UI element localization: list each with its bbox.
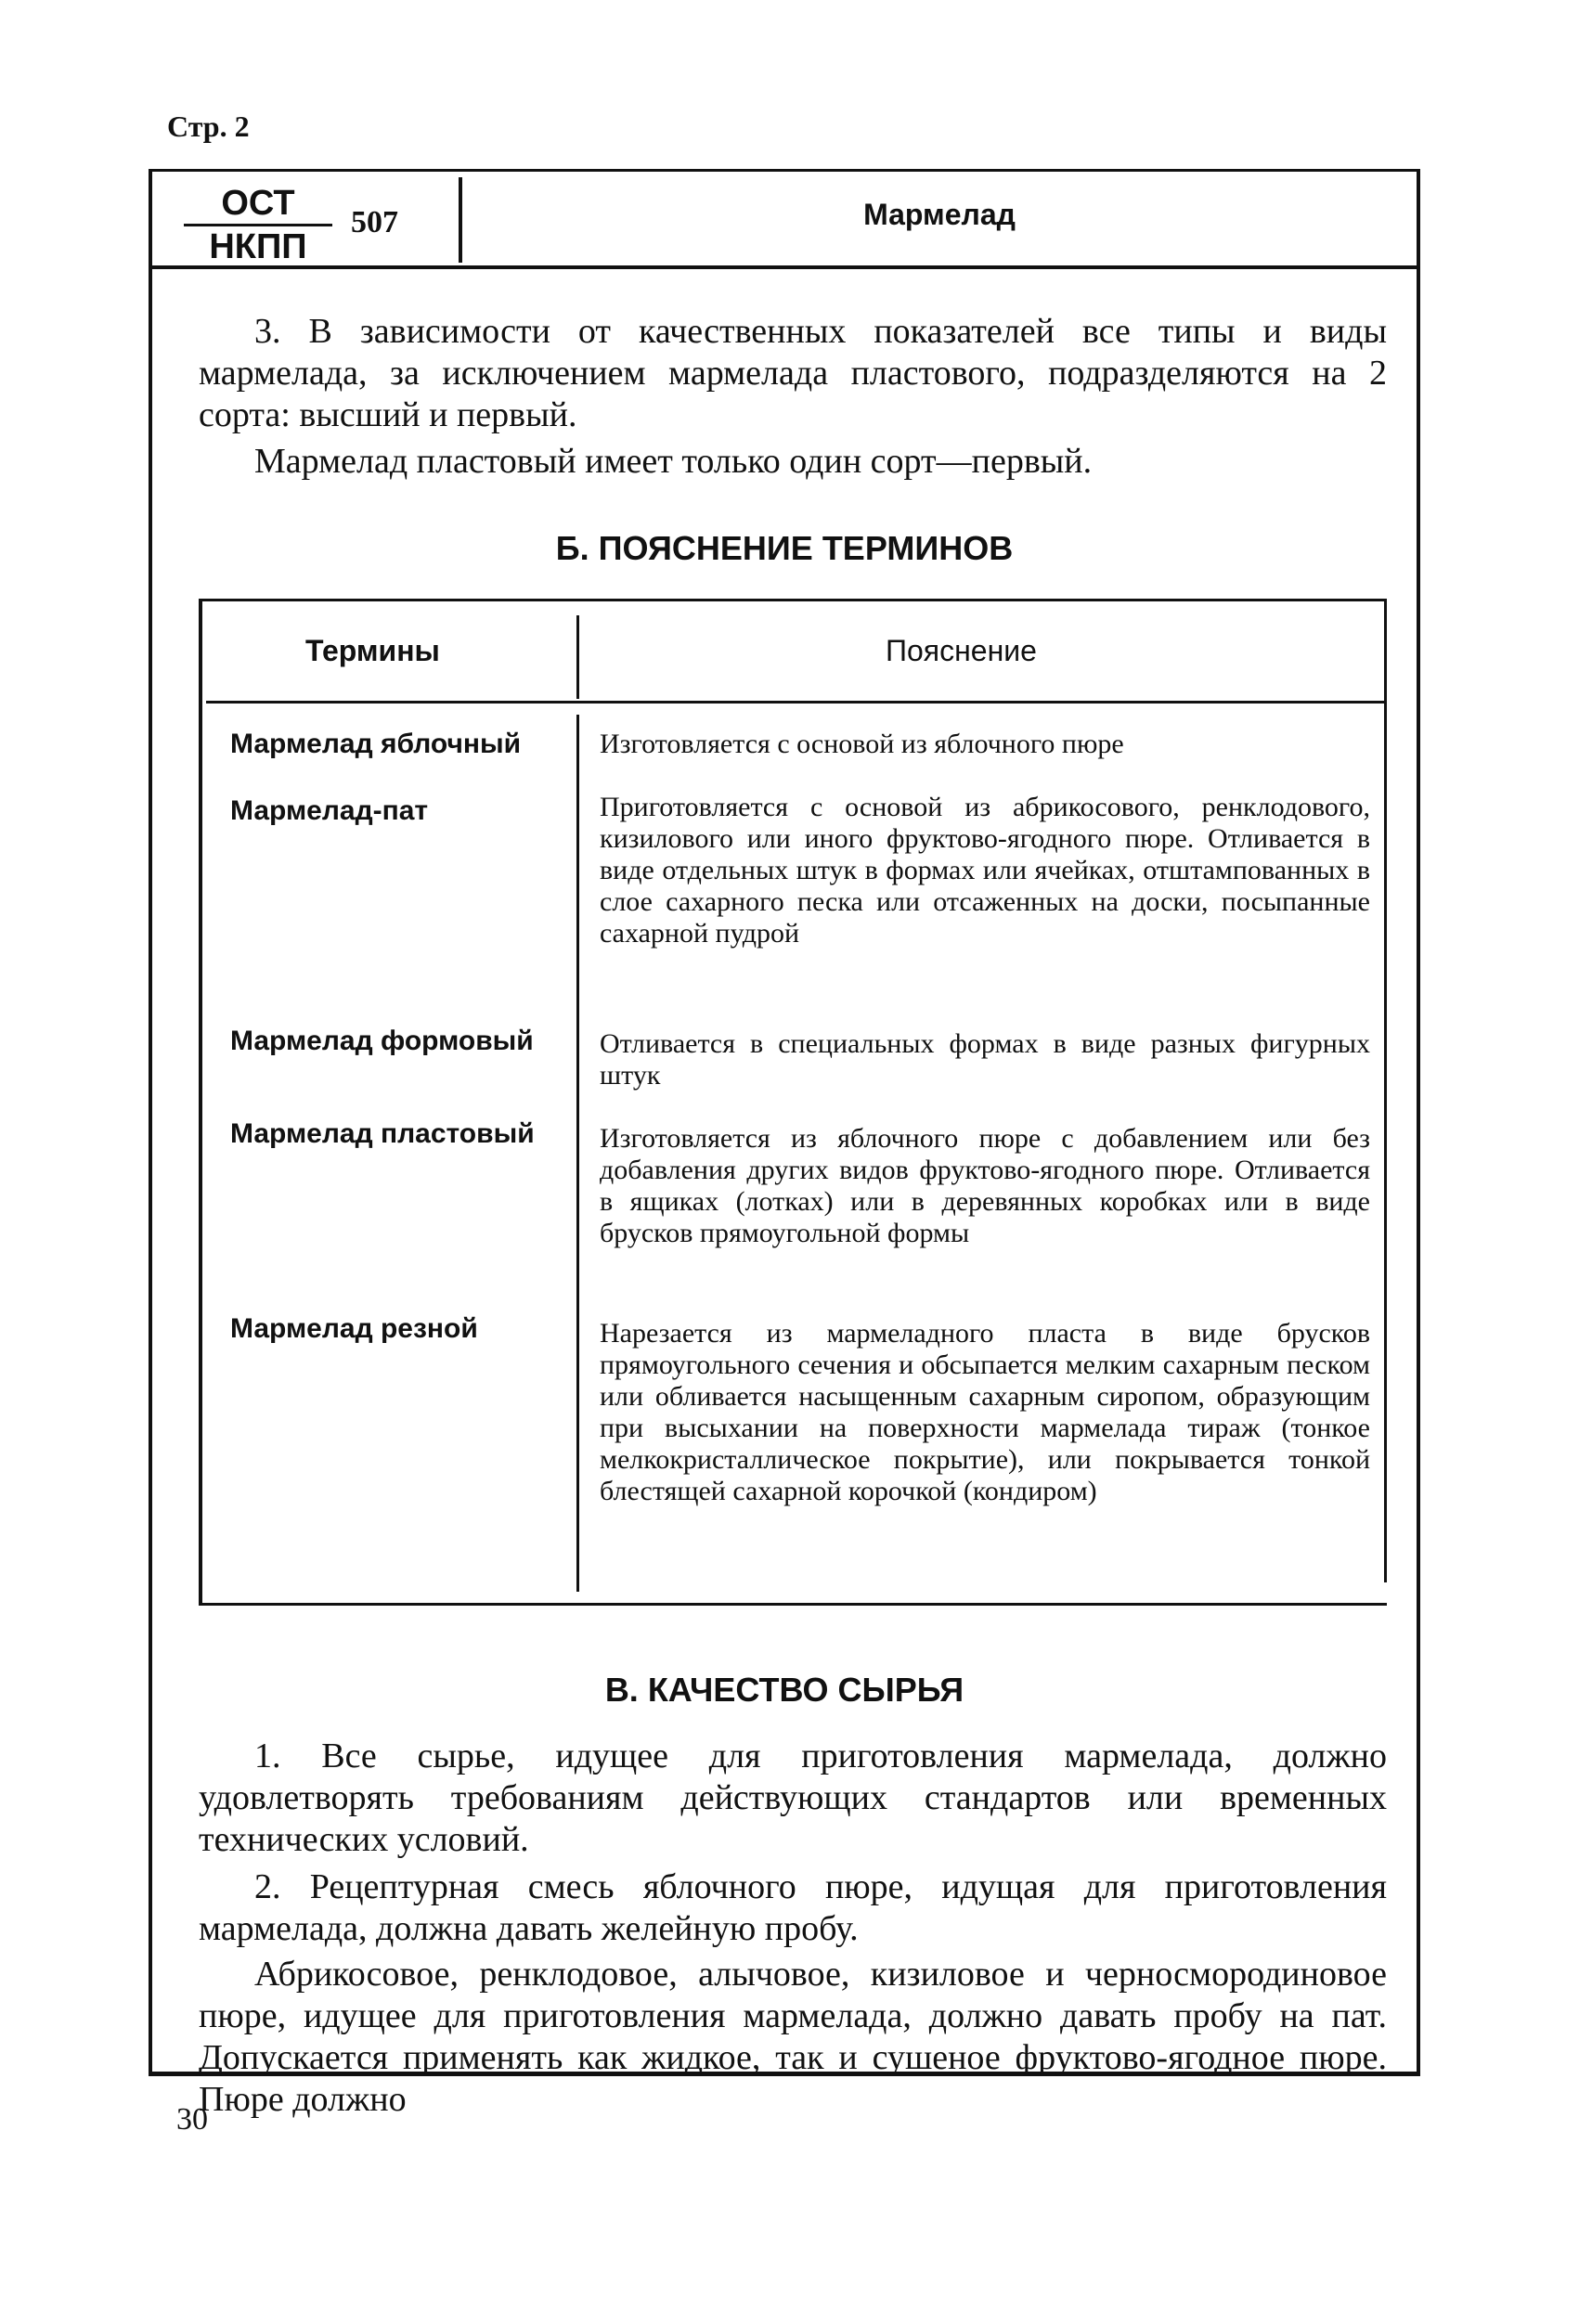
term-apple: Мармелад яблочный — [230, 729, 522, 759]
page-number: 30 — [176, 2102, 208, 2137]
section-b-title: Б. ПОЯСНЕНИЕ ТЕРМИНОВ — [555, 529, 1014, 567]
standard-number: 507 — [351, 205, 398, 239]
term-formed: Мармелад формовый — [230, 1026, 534, 1056]
quality-paragraph-1: 1. Все сырье, идущее для приготовления мармелада, должно удовлетворять требованиям действующих стандартов или временных технических условий. — [199, 1737, 1387, 1859]
table-right-rule — [1384, 599, 1387, 1582]
standard-code — [175, 177, 453, 265]
intro-paragraph-2: Мармелад пластовый имеет только один сорт—первый. — [254, 442, 1093, 481]
document-title: Мармелад — [863, 198, 1016, 231]
table-left-rule — [199, 599, 202, 1606]
standard-code-top: ОСТ — [184, 185, 332, 226]
standard-code-bottom: НКПП — [209, 227, 307, 266]
column-header-explanation: Пояснение — [886, 634, 1037, 667]
standard-fraction — [184, 185, 332, 265]
table-top-rule — [199, 599, 1387, 601]
term-pat: Мармелад-пат — [230, 795, 429, 826]
page-label: Стр. 2 — [167, 110, 250, 143]
terms-table — [199, 599, 1387, 1606]
explanation-apple: Изготовляется с основой из яблочного пюре — [600, 729, 1124, 759]
quality-paragraph-2: 2. Рецептурная смесь яблочного пюре, идущая для приготовления мармелада, должна давать желейную пробу. — [199, 1867, 1387, 1948]
table-header-divider — [576, 615, 579, 699]
intro-paragraph-1: 3. В зависимости от качественных показателей все типы и виды мармелада, за исключением мармелада пластового, подразделяются на 2 сорта: высший и первый. — [199, 312, 1387, 434]
explanation-slab: Изготовляется из яблочного пюре с добавлением или без добавления других видов фруктово-ягодного пюре. Отливается в ящиках (лотках) или в деревянных коробках или в виде брусков прямоугольной формы — [600, 1123, 1370, 1248]
explanation-cut: Нарезается из мармеладного пласта в виде брусков прямоугольного сечения и обсыпается мелким сахарным песком или обливается насыщенным сахарным сиропом, образующим при высыхании на поверхности мармелада тираж (тонкое мелкокристаллическое покрытие), или покрывается тонкой блестящей сахарной корочкой (кондиром) — [600, 1318, 1370, 1506]
table-bottom-rule — [199, 1603, 1387, 1606]
term-cut: Мармелад резной — [230, 1313, 478, 1344]
quality-paragraph-3: Абрикосовое, ренклодовое, алычовое, кизиловое и черносмородиновое пюре, идущее для приготовления мармелада, должно давать пробу на пат. Допускается применять как жидкое, так и сушеное фруктово-ягодное пюре. Пюре должно — [199, 1955, 1387, 2119]
explanation-formed: Отливается в специальных формах в виде разных фигурных штук — [600, 1028, 1370, 1091]
page-frame — [149, 169, 1420, 2119]
column-header-terms: Термины — [305, 634, 440, 667]
term-slab: Мармелад пластовый — [230, 1118, 535, 1149]
explanation-pat: Приготовляется с основой из абрикосового, ренклодового, кизилового или иного фруктово-ягодного пюре. Отливается в виде отдельных штук в формах или ячейках, отштампованных в слое сахарного песка или отсаженных на доски, посыпанные сахарной пудрой — [600, 792, 1370, 949]
table-body-divider — [576, 715, 579, 1592]
section-v-title: В. КАЧЕСТВО СЫРЬЯ — [604, 1671, 964, 1709]
table-header-rule — [206, 701, 1387, 704]
document-header — [152, 172, 1417, 269]
